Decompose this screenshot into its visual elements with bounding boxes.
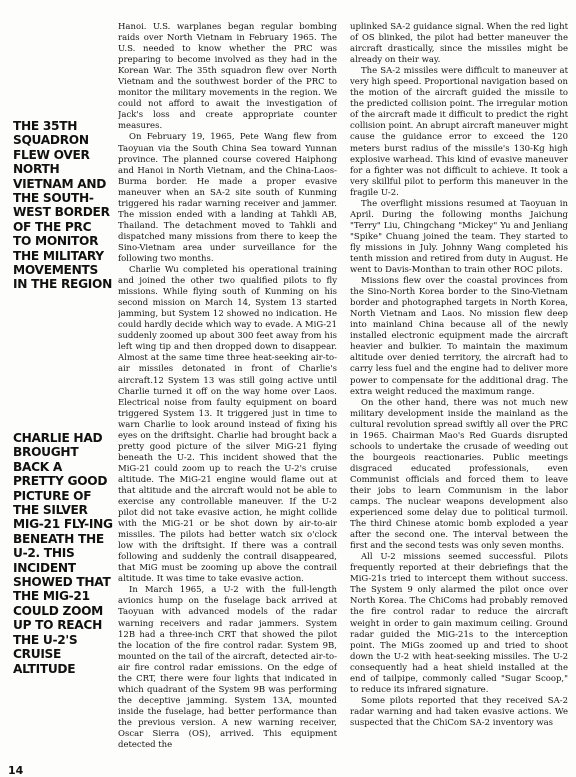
pull-quote-squadron: THE 35TH SQUADRON FLEW OVER NORTH VIETNAM AND THE SOUTH-WEST BORDER OF THE PRC TO MONITOR THE MILITARY MOVEMENTS IN THE REGION: [13, 119, 112, 292]
paragraph: The SA-2 missiles were difficult to maneuver at very high speed. Proportional navigation based on the motion of the aircraft guided the missile to the predicted collision point. The irregular motion of the aircraft made it difficult to predict the right collision point. An abrupt aircraft maneuver might cause the guidance error to exceed the 120 meters burst radius of the missile's 130-Kg high explosive warhead. This kind of evasive maneuver for a fighter was not difficult to achieve. It took a very skillful pilot to perform this maneuver in the fragile U-2.: [350, 66, 568, 198]
page-number: 14: [8, 764, 24, 777]
paragraph: All U-2 missions seemed successful. Pilots frequently reported at their debriefings that the MiG-21s tried to intercept them without success. The System 9 only alarmed the pilot once over North Korea. The ChiComs had probably removed the fire control radar to reduce the aircraft weight in order to gain maximum ceiling. Ground radar guided the MiG-21s to the interception point. The MiGs zoomed up and tried to shoot down the U-2 with heat-seeking missiles. The U-2 consequently had a heat shield installed at the end of tailpipe, commonly called "Sugar Scoop," to reduce its infrared signature.: [350, 552, 568, 695]
paragraph: Hanoi. U.S. warplanes began regular bombing raids over North Vietnam in February 1965. The U.S. needed to know whether the PRC was preparing to become involved as they had in the Korean War. The 35th squadron flew over North Vietnam and the southwest border of the PRC to monitor the military movements in the region. We could not afford to await the investigation of Jack's loss and create appropriate counter measures.: [118, 22, 337, 132]
sidebar: [13, 0, 113, 774]
text-column-left: [118, 22, 337, 762]
paragraph: In March 1965, a U-2 with the full-length avionics hump on the fuselage back arrived at Taoyuan with advanced models of the radar warning receivers and radar jammers. System 12B had a three-inch CRT that showed the pilot the location of the fire control radar. System 9B, mounted on the tail of the aircraft, detected air-to-air fire control radar emissions. On the edge of the CRT, there were four lights that indicated in which quadrant of the System 9B was performing the deceptive jamming. System 13A, mounted inside the fuselage, had better performance than the previous version. A new warning receiver, Oscar Sierra (OS), arrived. This equipment detected the: [118, 585, 337, 751]
paragraph: The overflight missions resumed at Taoyuan in April. During the following months Jaichung "Terry" Liu, Chingchang "Mickey" Yu and Jenliang "Spike" Chuang joined the team. They started to fly missions in July. Johnny Wang completed his tenth mission and retired from duty in August. He went to Davis-Monthan to train other ROC pilots.: [350, 198, 568, 276]
paragraph: Charlie Wu completed his operational training and joined the other two qualified pilots to fly missions. While flying south of Kunming on his second mission on March 14, System 13 started jamming, but System 12 showed no indication. He could hardly decide which way to evade. A MiG-21 suddenly zoomed up about 300 feet away from his left wing tip and then dropped down to disappear. Almost at the same time three heat-seeking air-to-air missiles detonated in front of Charlie's aircraft.12 System 13 was still going active until Charlie turned it off on the way home over Laos. Electrical noise from faulty equipment on board triggered System 13. It triggered just in time to warn Charlie to look around instead of fixing his eyes on the driftsight. Charlie had brought back a pretty good picture of the silver MiG-21 flying beneath the U-2. This incident showed that the MiG-21 could zoom up to reach the U-2's cruise altitude. The MiG-21 engine would flame out at that altitude and the aircraft would not be able to exercise any controllable maneuver. If the U-2 pilot did not take evasive action, he might collide with the MiG-21 or be shot down by air-to-air missiles. The pilots had better watch six o'clock low with the driftsight. If there was a contrail following and suddenly the contrail disappeared, that MiG must be zooming up above the contrail altitude. It was time to take evasive action.: [118, 265, 337, 585]
paragraph: Missions flew over the coastal provinces from the Sino-North Korea border to the Sino-Vietnam border and photographed targets in North Korea, North Vietnam and Laos. No mission flew deep into mainland China because all of the newly installed electronic equipment made the aircraft heavier and bulkier. To maintain the maximum altitude over denied territory, the aircraft had to carry less fuel and the engine had to deliver more power to compensate for the additional drag. The extra weight reduced the maximum range.: [350, 276, 568, 397]
paragraph: On February 19, 1965, Pete Wang flew from Taoyuan via the South China Sea toward Yunnan province. The planned course covered Haiphong and Hanoi in North Vietnam, and the China-Laos-Burma border. He made a proper evasive maneuver when an SA-2 site south of Kunming triggered his radar warning receiver and jammer. The mission ended with a landing at Tahkli AB, Thailand. The detachment moved to Tahkli and dispatched many missions from there to keep the Sino-Vietnam area under surveillance for the following two months.: [118, 132, 337, 264]
paragraph: Some pilots reported that they received SA-2 radar warning and had taken evasive actions. We suspected that the ChiCom SA-2 inventory was: [350, 695, 568, 728]
text-column-right: [350, 22, 568, 762]
paragraph: On the other hand, there was not much new military development inside the mainland as the cultural revolution spread swiftly all over the PRC in 1965. Chairman Mao's Red Guards disrupted schools to undertake the crusade of weeding out the bourgeois reactionaries. Public meetings disgraced educated professionals, even Communist officials and forced them to leave their jobs to learn Communism in the labor camps. The nuclear weapons development also experienced some delay due to political turmoil. The third Chinese atomic bomb exploded a year after the second one. The interval between the first and the second tests was only seven months.: [350, 397, 568, 552]
pull-quote-mig21: CHARLIE HAD BROUGHT BACK A PRETTY GOOD PICTURE OF THE SILVER MIG-21 FLY-ING BENEATH THE U-2. THIS INCIDENT SHOWED THAT THE MIG-21 COULD ZOOM UP TO REACH THE U-2'S CRUISE ALTITUDE: [13, 431, 113, 676]
paragraph: uplinked SA-2 guidance signal. When the red light of OS blinked, the pilot had better maneuver the aircraft drastically, since the missiles might be already on their way.: [350, 22, 568, 66]
